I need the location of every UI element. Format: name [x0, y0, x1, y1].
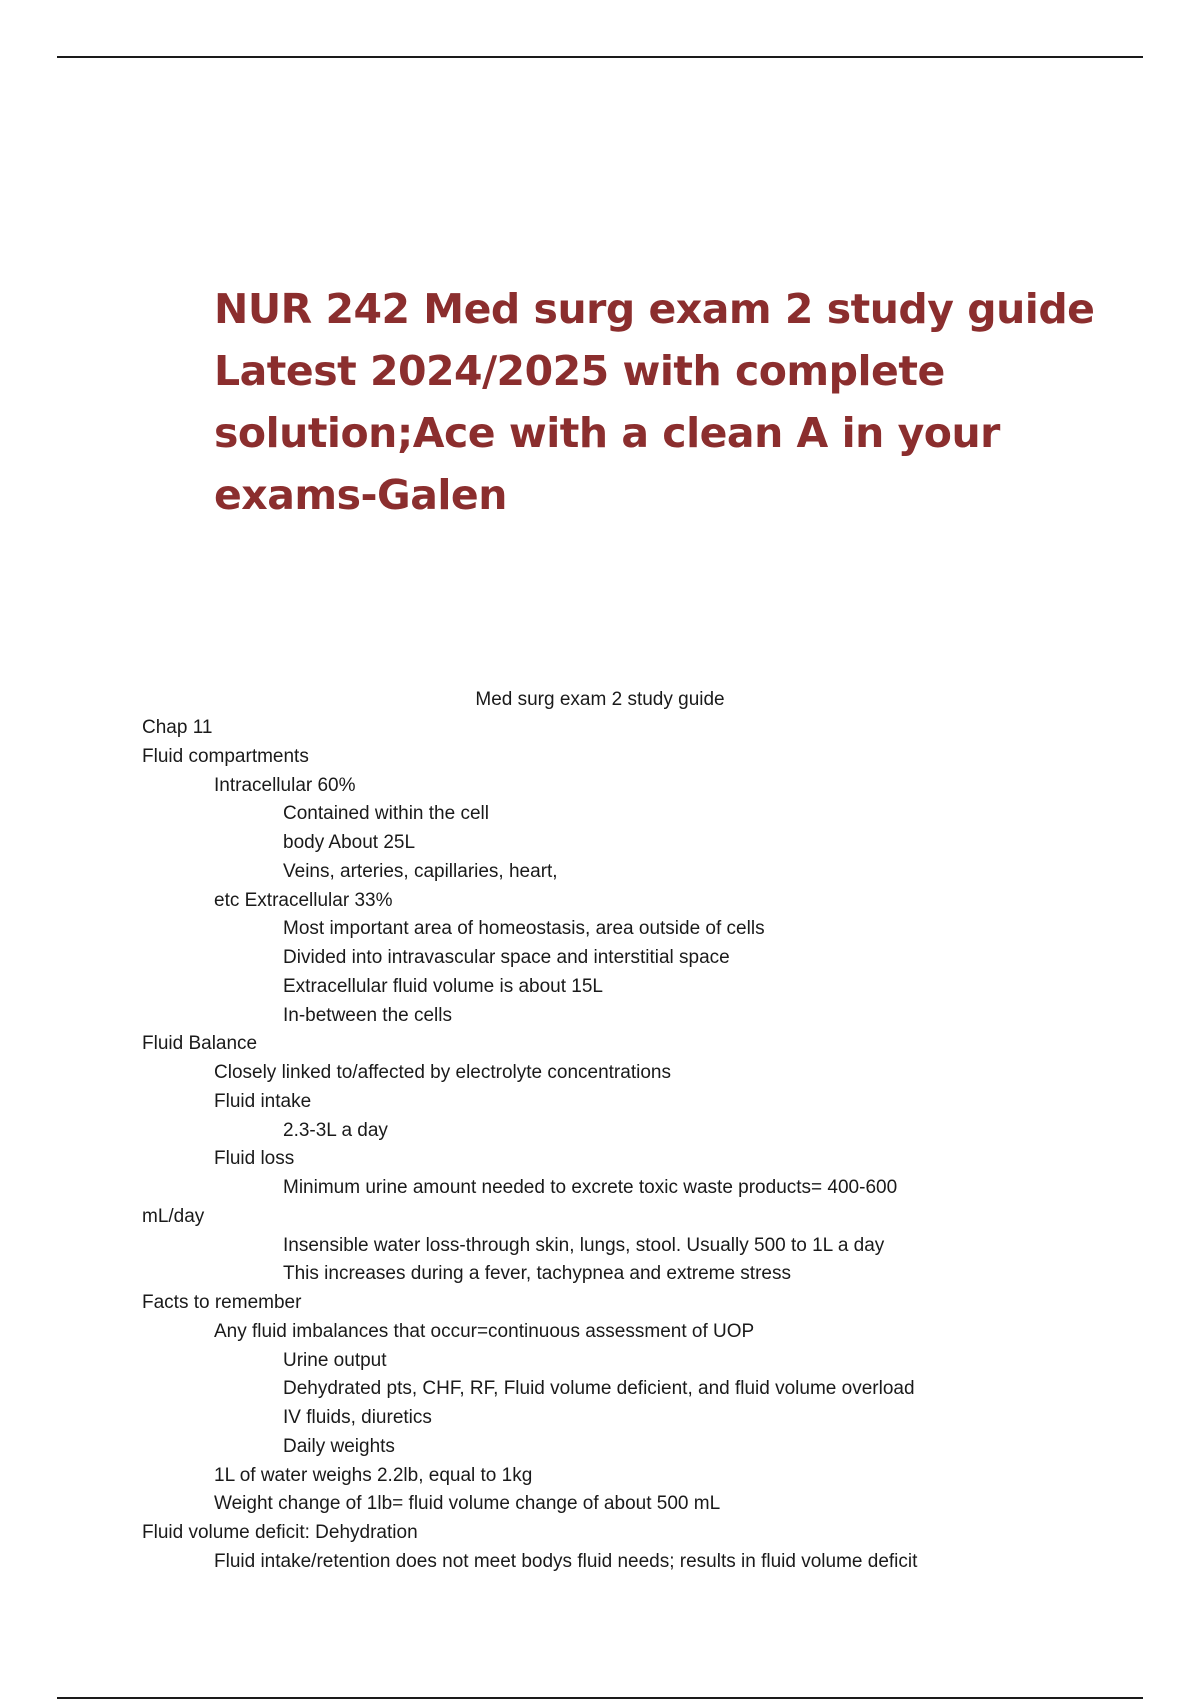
title-line: exams-Galen	[214, 471, 507, 519]
outline-subitem: Minimum urine amount needed to excrete toxic waste products= 400-600	[283, 1177, 898, 1198]
document-subtitle: Med surg exam 2 study guide	[475, 689, 725, 710]
outline-subitem: Urine output	[283, 1349, 387, 1371]
outline-subitem: Contained within the cell	[283, 803, 489, 825]
outline-item: Intracellular 60%	[214, 774, 356, 796]
bottom-rule	[57, 1697, 1143, 1699]
outline-subitem: Most important area of homeostasis, area outside of cells	[283, 918, 765, 940]
outline-item: Fluid loss	[214, 1148, 295, 1170]
document-title	[214, 278, 1114, 526]
outline-heading: Chap 11	[142, 717, 213, 738]
outline-subitem: Veins, arteries, capillaries, heart,	[283, 860, 558, 882]
outline-subitem: Daily weights	[283, 1435, 395, 1457]
outline-item: Fluid intake/retention does not meet bodys fluid needs; results in fluid volume deficit	[214, 1550, 918, 1572]
outline-subitem: 2.3-3L a day	[283, 1119, 388, 1141]
outline-subitem: body About 25L	[283, 832, 416, 853]
outline-heading: Facts to remember	[142, 1292, 302, 1313]
title-line: NUR 242 Med surg exam 2 study guide	[214, 285, 1095, 333]
outline-heading: Fluid compartments	[142, 745, 309, 767]
outline-item: Weight change of 1lb= fluid volume change of about 500 mL	[214, 1493, 721, 1515]
outline-subitem: Extracellular fluid volume is about 15L	[283, 975, 604, 997]
outline-subitem: Divided into intravascular space and interstitial space	[283, 947, 730, 968]
title-line: Latest 2024/2025 with complete	[214, 347, 945, 395]
outline-heading: Fluid Balance	[142, 1033, 258, 1055]
top-rule	[57, 56, 1143, 58]
outline-continuation: mL/day	[142, 1205, 205, 1227]
outline-subitem: In-between the cells	[283, 1004, 452, 1026]
outline-item: Closely linked to/affected by electrolyte concentrations	[214, 1062, 671, 1083]
outline-item: 1L of water weighs 2.2lb, equal to 1kg	[214, 1464, 533, 1486]
outline-item: Any fluid imbalances that occur=continuous assessment of UOP	[214, 1320, 755, 1342]
study-guide-outline	[142, 714, 1142, 1577]
outline-subitem: Insensible water loss-through skin, lungs, stool. Usually 500 to 1L a day	[283, 1234, 885, 1256]
outline-subitem: Dehydrated pts, CHF, RF, Fluid volume deficient, and fluid volume overload	[283, 1378, 915, 1400]
outline-subitem: IV fluids, diuretics	[283, 1407, 432, 1428]
title-line: solution;Ace with a clean A in your	[214, 409, 1000, 457]
outline-subitem: This increases during a fever, tachypnea and extreme stress	[283, 1263, 791, 1285]
outline-item: Fluid intake	[214, 1090, 312, 1112]
outline-heading: Fluid volume deficit: Dehydration	[142, 1522, 418, 1543]
outline-item: etc Extracellular 33%	[214, 889, 393, 911]
